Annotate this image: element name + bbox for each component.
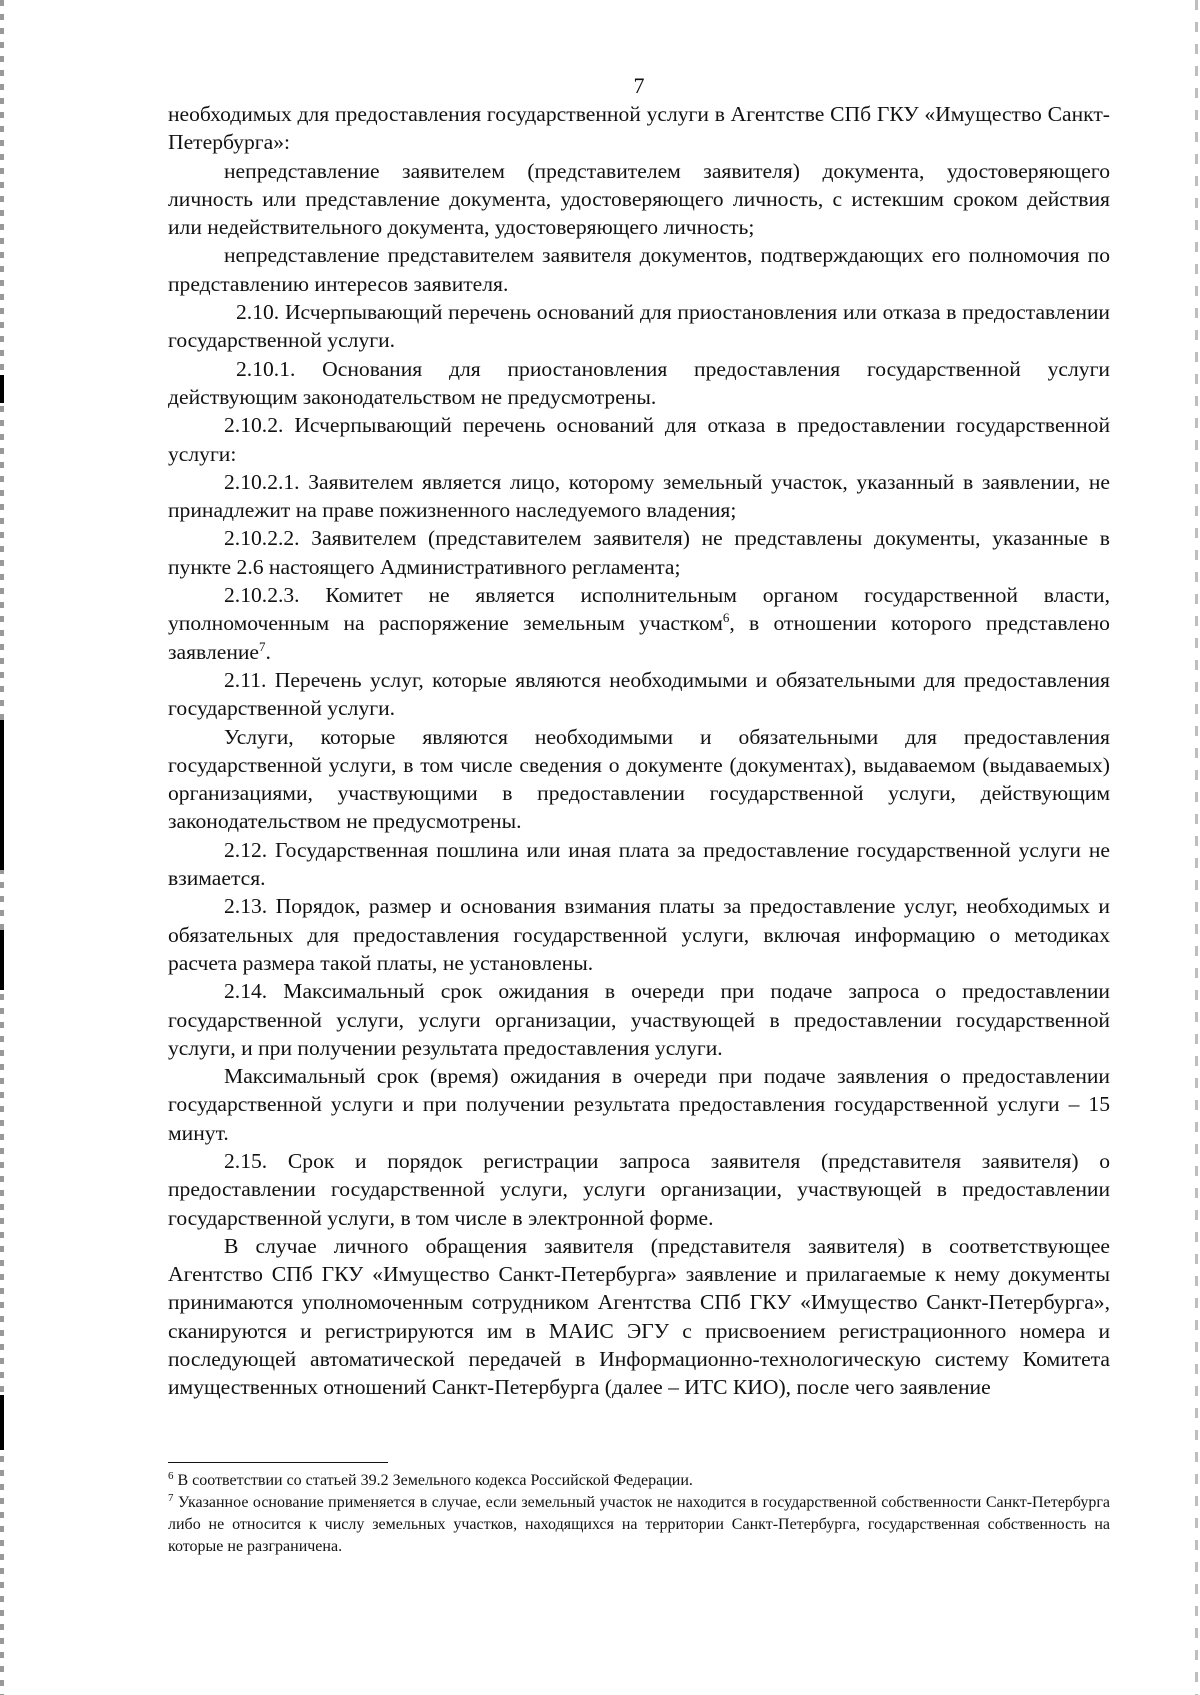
paragraph-text: 2.10.2.3. Комитет не является исполнительным органом государственной власти, уполномоченным на распоряжение земельным участком — [168, 583, 1110, 636]
paragraph: 2.10.1. Основания для приостановления предоставления государственной услуги действующим законодательством не предусмотрены. — [168, 356, 1110, 409]
paragraph: 2.10.2. Исчерпывающий перечень оснований для отказа в предоставлении государственной услуги: — [168, 413, 1110, 466]
paragraph: 2.15. Срок и порядок регистрации запроса заявителя (представителя заявителя) о предоставлении государственной услуги, услуги организации, участвующей в предоставлении государственной услуги, в том числе в электронной форме. — [168, 1148, 1110, 1230]
paragraph-with-footnotes — [168, 581, 1110, 666]
scan-mark — [0, 1395, 4, 1450]
paragraph: 2.12. Государственная пошлина или иная плата за предоставление государственной услуги не взимается. — [168, 837, 1110, 891]
footnote-text: В соответствии со статьей 39.2 Земельного кодекса Российской Федерации. — [173, 1472, 693, 1489]
paragraph: Максимальный срок (время) ожидания в очереди при подаче заявления о предоставлении государственной услуги и при получении результата предоставления государственной услуги – 15 минут. — [168, 1064, 1110, 1145]
footnotes — [168, 1470, 1110, 1558]
paragraph: Услуги, которые являются необходимыми и обязательными для предоставления государственной услуги, в том числе сведения о документе (документах), выдаваемом (выдаваемых) организациями, участвующими в предоставлении государственной услуги, действующим законодательством не предусмотрены. — [168, 724, 1110, 834]
paragraph: В случае личного обращения заявителя (представителя заявителя) в соответствующее Агентство СПб ГКУ «Имущество Санкт-Петербурга» заявление и прилагаемые к нему документы принимаются уполномоченным сотрудником Агентства СПб ГКУ «Имущество Санкт-Петербурга», сканируются и регистрируются им в МАИС ЭГУ с присвоением регистрационного номера и последующей автоматической передачей в Информационно-технологическую систему Комитета имущественных отношений Санкт-Петербурга (далее – ИТС КИО), после чего заявление — [168, 1233, 1110, 1400]
scan-mark — [0, 720, 4, 870]
document-body — [168, 100, 1110, 1402]
footnote — [168, 1470, 1110, 1492]
footnote-mark: 6 — [168, 1470, 174, 1482]
paragraph: необходимых для предоставления государственной услуги в Агентстве СПб ГКУ «Имущество Санкт-Петербурга»: — [168, 102, 1110, 155]
paragraph: непредставление заявителем (представителем заявителя) документа, удостоверяющего личность или представление документа, удостоверяющего личность, с истекшим сроком действия или недействительного документа, удостоверяющего личность; — [168, 158, 1110, 240]
paragraph: 2.13. Порядок, размер и основания взимания платы за предоставление услуг, необходимых и обязательных для предоставления государственной услуги, включая информацию о методиках расчета размера такой платы, не установлены. — [168, 894, 1110, 975]
scan-mark — [0, 375, 4, 403]
footnote-text: Указанное основание применяется в случае, если земельный участок не находится в государственной собственности Санкт-Петербурга либо не относится к числу земельных участков, находящихся на территории Санкт-Петербурга, государственная собственность на которые не разграничена. — [168, 1494, 1110, 1555]
footnote-divider — [168, 1462, 388, 1463]
paragraph-text: , в отношении которого представлено заявление — [168, 611, 1110, 664]
scan-mark — [0, 930, 4, 990]
paragraph: непредставление представителем заявителя документов, подтверждающих его полномочия по представлению интересов заявителя. — [168, 243, 1110, 296]
document-page — [168, 72, 1110, 1402]
paragraph-text: . — [265, 639, 271, 664]
page-number: 7 — [633, 73, 645, 98]
paragraph: 2.10.2.1. Заявителем является лицо, которому земельный участок, указанный в заявлении, не принадлежит на праве пожизненного наследуемого владения; — [168, 469, 1110, 523]
paragraph: 2.14. Максимальный срок ожидания в очереди при подаче запроса о предоставлении государственной услуги, услуги организации, участвующей в предоставлении государственной услуги, и при получении результата предоставления услуги. — [168, 979, 1110, 1060]
paragraph: 2.10. Исчерпывающий перечень оснований для приостановления или отказа в предоставлении государственной услуги. — [168, 300, 1110, 353]
footnote — [168, 1492, 1110, 1558]
footnote-mark: 7 — [168, 1492, 174, 1504]
scan-edge-right — [1195, 0, 1198, 1695]
paragraph: 2.10.2.2. Заявителем (представителем заявителя) не представлены документы, указанные в пункте 2.6 настоящего Административного регламента; — [168, 526, 1110, 579]
footnote-ref: 7 — [259, 638, 266, 654]
footnote-ref: 6 — [722, 610, 730, 626]
paragraph: 2.11. Перечень услуг, которые являются необходимыми и обязательными для предоставления государственной услуги. — [168, 667, 1110, 721]
